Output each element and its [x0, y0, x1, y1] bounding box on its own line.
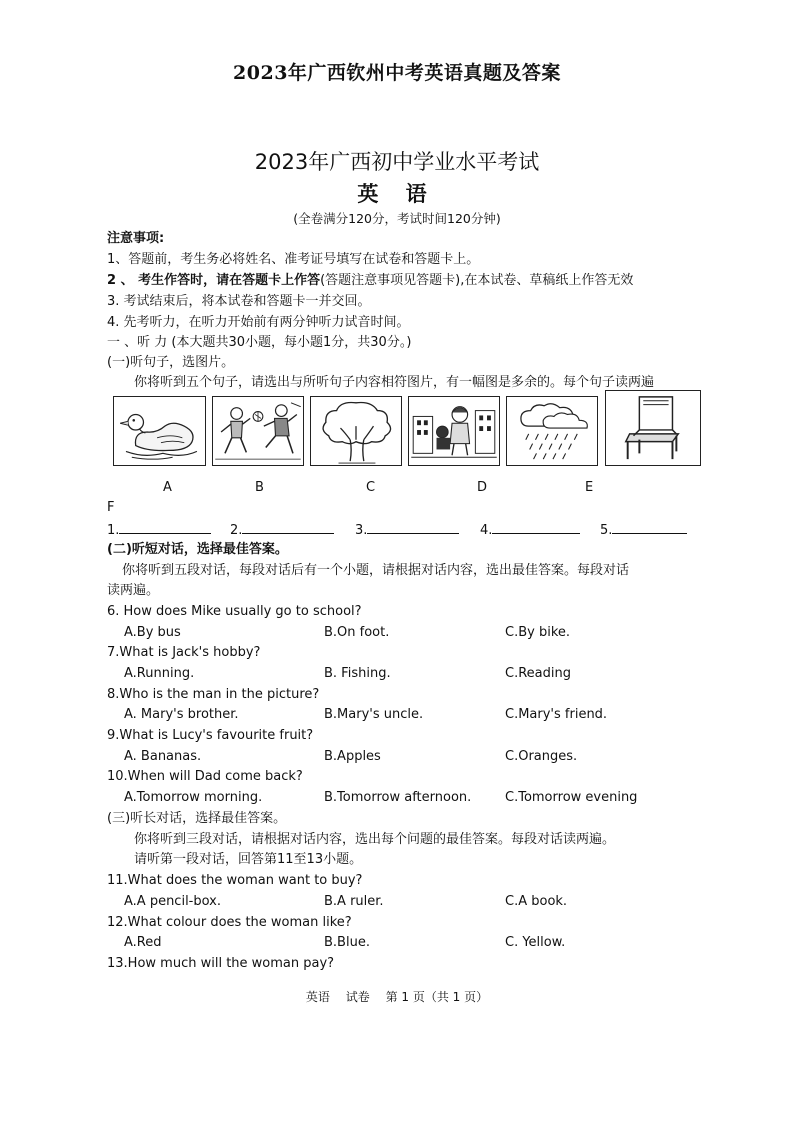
score-info: (全卷满分120分，考试时间120分钟)	[293, 211, 501, 226]
picture-label-a: A	[163, 480, 172, 495]
option-8b: B.Mary's uncle.	[324, 707, 424, 722]
picture-label-f: F	[107, 500, 115, 515]
notice-item-2	[107, 272, 633, 290]
blank-number: 2.	[230, 523, 243, 538]
blank-line	[242, 520, 334, 534]
option-10c: C.Tomorrow evening	[505, 790, 638, 805]
notice-item-2-bold: 2 、 考生作答时，请在答题卡上作答	[107, 273, 321, 288]
option-7a: A.Running.	[124, 666, 195, 681]
page-footer	[0, 988, 794, 1005]
part3-title: (三)听长对话，选择最佳答案。	[107, 811, 287, 826]
notice-item-3: 3. 考试结束后，将本试卷和答题卡一并交回。	[107, 294, 371, 309]
option-6b: B.On foot.	[324, 625, 390, 640]
option-8a: A. Mary's brother.	[124, 707, 239, 722]
blank-line	[612, 520, 687, 534]
question-8: 8.Who is the man in the picture?	[107, 687, 320, 702]
blank-number: 4.	[480, 523, 493, 538]
picture-e	[506, 396, 598, 466]
part3-instructions-1: 你将听到三段对话，请根据对话内容，选出每个问题的最佳答案。每段对话读两遍。	[134, 832, 616, 847]
answer-blank-1[interactable]	[107, 520, 211, 538]
question-11: 11.What does the woman want to buy?	[107, 873, 363, 888]
option-11a: A.A pencil-box.	[124, 894, 222, 909]
option-9b: B.Apples	[324, 749, 381, 764]
picture-f	[605, 390, 701, 466]
part1-instructions: 你将听到五个句子，请选出与所听句子内容相符图片，有一幅图是多余的。每个句子读两遍	[134, 375, 655, 390]
option-11b: B.A ruler.	[324, 894, 384, 909]
blank-number: 5.	[600, 523, 613, 538]
part1-title: (一)听句子，选图片。	[107, 355, 235, 370]
document-title: 2023年广西钦州中考英语真题及答案	[233, 62, 561, 84]
picture-d	[408, 396, 500, 466]
picture-b	[212, 396, 304, 466]
option-9a: A. Bananas.	[124, 749, 202, 764]
notice-heading: 注意事项:	[107, 231, 165, 246]
picture-label-d: D	[477, 480, 488, 495]
option-10a: A.Tomorrow morning.	[124, 790, 263, 805]
picture-label-b: B	[255, 480, 264, 495]
notice-item-2-rest: (答题注意事项见答题卡),在本试卷、草稿纸上作答无效	[320, 273, 634, 288]
option-12a: A.Red	[124, 935, 162, 950]
question-10: 10.When will Dad come back?	[107, 769, 303, 784]
part2-title: (二)听短对话，选择最佳答案。	[107, 542, 288, 557]
option-6c: C.By bike.	[505, 625, 571, 640]
tree-icon	[311, 397, 401, 465]
notice-item-4: 4. 先考听力，在听力开始前有两分钟听力试音时间。	[107, 315, 410, 330]
subject-title: 英 语	[357, 182, 437, 206]
option-8c: C.Mary's friend.	[505, 707, 608, 722]
answer-blank-5[interactable]	[600, 520, 687, 538]
question-13: 13.How much will the woman pay?	[107, 956, 335, 971]
footer-subject: 英语	[305, 990, 330, 1004]
answer-blank-4[interactable]	[480, 520, 580, 538]
question-9: 9.What is Lucy's favourite fruit?	[107, 728, 314, 743]
part2-instructions-1: 你将听到五段对话，每段对话后有一个小题，请根据对话内容，选出最佳答案。每段对话	[122, 563, 630, 578]
option-12b: B.Blue.	[324, 935, 370, 950]
blank-line	[492, 520, 580, 534]
footer-type: 试卷	[345, 990, 370, 1004]
option-10b: B.Tomorrow afternoon.	[324, 790, 472, 805]
picture-c	[310, 396, 402, 466]
option-12c: C. Yellow.	[505, 935, 566, 950]
chair-icon	[606, 391, 700, 465]
question-12: 12.What colour does the woman like?	[107, 915, 352, 930]
picture-label-e: E	[585, 480, 594, 495]
duck-icon	[114, 397, 205, 465]
notice-item-1: 1、答题前，考生务必将姓名、准考证号填写在试卷和答题卡上。	[107, 252, 480, 267]
part2-instructions-2: 读两遍。	[107, 583, 160, 598]
rain-cloud-icon	[507, 397, 597, 465]
blank-number: 1.	[107, 523, 120, 538]
blank-line	[119, 520, 211, 534]
option-7c: C.Reading	[505, 666, 571, 681]
blank-line	[367, 520, 459, 534]
soccer-players-icon	[213, 397, 303, 465]
footer-page: 第 1 页（共 1 页）	[385, 990, 489, 1004]
girl-with-dog-icon	[409, 397, 499, 465]
exam-title: 2023年广西初中学业水平考试	[254, 150, 540, 174]
answer-blank-3[interactable]	[355, 520, 459, 538]
part3-instructions-2: 请听第一段对话，回答第11至13小题。	[134, 852, 363, 867]
blank-number: 3.	[355, 523, 368, 538]
picture-label-c: C	[366, 480, 376, 495]
option-9c: C.Oranges.	[505, 749, 578, 764]
option-7b: B. Fishing.	[324, 666, 391, 681]
section-listening-title: 一 、听 力 (本大题共30小题，每小题1分，共30分。)	[107, 335, 412, 350]
option-6a: A.By bus	[124, 625, 181, 640]
question-6: 6. How does Mike usually go to school?	[107, 604, 362, 619]
option-11c: C.A book.	[505, 894, 568, 909]
picture-a	[113, 396, 206, 466]
answer-blank-2[interactable]	[230, 520, 334, 538]
question-7: 7.What is Jack's hobby?	[107, 645, 261, 660]
